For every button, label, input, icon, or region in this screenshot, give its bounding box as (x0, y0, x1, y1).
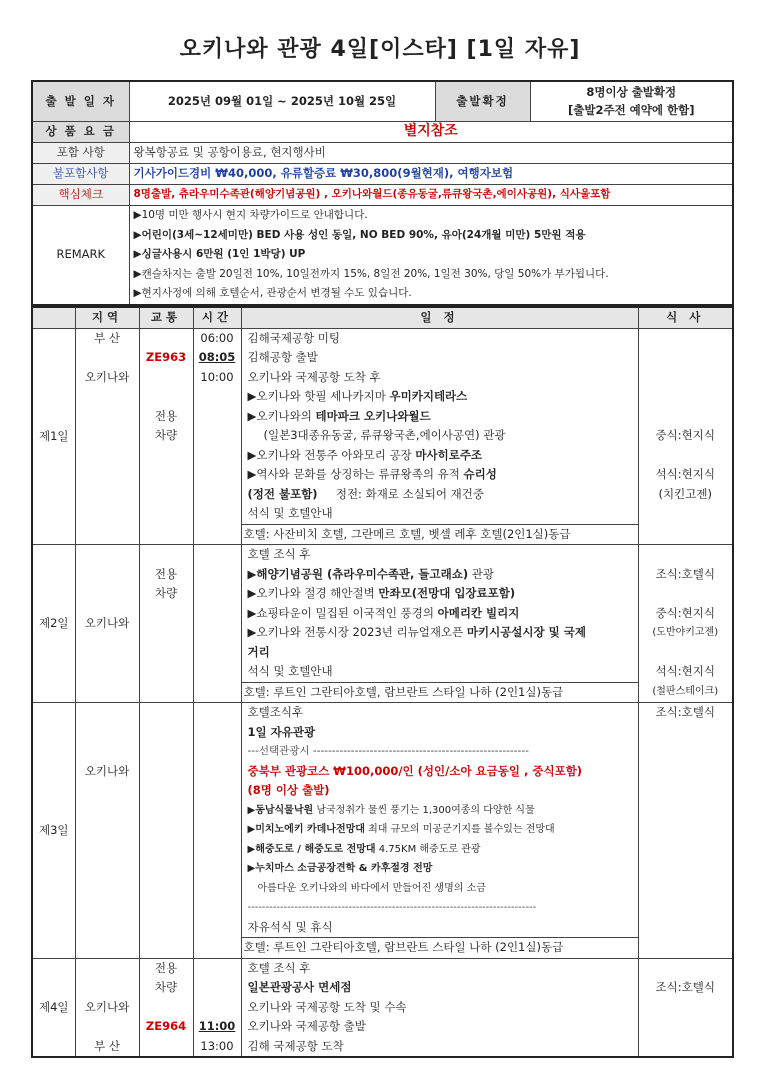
departure-label: 출 발 일 자 (32, 81, 129, 121)
day4-line: 오키나와 국제공항 출발 (247, 1019, 366, 1033)
exclude-row (32, 163, 733, 184)
day3-divider: -------------------------------------------------------------------------------- (247, 902, 537, 913)
day3-line: 아름다운 오키나와의 바다에서 만들어진 생명의 소금 (257, 882, 486, 894)
include-label: 포함 사항 (32, 142, 129, 163)
day1-line: (정전 불포함) 정전: 화재로 소실되어 재건중 (247, 486, 484, 501)
day1-line: 김해국제공항 미팅 (247, 330, 341, 345)
day2-itinerary (241, 545, 638, 703)
header-meal: 식 사 (638, 307, 733, 328)
day3-line: ▶해중도로 / 해중도로 전망대 4.75KM 해중도로 관광 (247, 843, 481, 855)
day2-line: ▶오키나와 절경 해안절벽 만좌모(전망대 입장료포함) (247, 586, 516, 600)
day4-flight: ZE964 (145, 1019, 187, 1033)
core-check-row (32, 184, 733, 205)
product-info-table (31, 80, 734, 306)
include-row (32, 142, 733, 163)
day1-line: 김해공항 출발 (247, 350, 318, 364)
day1-transport (139, 328, 193, 545)
day1-line: ▶오키나와 전통주 아와모리 공장 마사히로주조 (247, 447, 483, 462)
day4-region-busan: 부 산 (94, 1038, 120, 1053)
header-region: 지역 (75, 307, 139, 328)
confirm-label: 출발확정 (435, 81, 530, 121)
day3-meal-breakfast: 조식:호텔식 (655, 705, 715, 719)
day3-optional-divider: ---선택관광시 --------------------------------------------------------- (247, 745, 529, 757)
day4-region (75, 958, 139, 1057)
page-title: 오키나와 관광 4일[이스타] [1일 자유] (179, 37, 581, 62)
day1-line: 석식 및 호텔안내 (247, 506, 333, 520)
day2-meal-dinner: 석식:현지식 (655, 664, 715, 678)
day2-region: 오키나와 (75, 545, 139, 703)
day1-transport-1: 전용 (154, 408, 178, 423)
price-label: 상 품 요 금 (32, 121, 129, 142)
departure-value: 2025년 09월 01일 ~ 2025년 10월 25일 (129, 81, 435, 121)
day3-line: 1일 자유관광 (247, 724, 316, 739)
price-row (32, 121, 733, 142)
day1-line: ▶오키나와의 테마파크 오키나와월드 (247, 408, 431, 423)
day2-transport-2: 차량 (154, 586, 178, 600)
schedule-header-row (32, 307, 733, 328)
day4-line: 김해 국제공항 도착 (247, 1038, 344, 1053)
day3-line: ▶동남식물낙원 남국정취가 물씬 풍기는 1,300여종의 다양한 식물 (247, 804, 535, 816)
remark-label: REMARK (32, 205, 129, 305)
day4-transport-1: 전용 (154, 960, 178, 975)
day2-row (32, 545, 733, 703)
remark-row (32, 205, 733, 305)
day1-label: 제1일 (32, 328, 75, 545)
day3-itinerary (241, 703, 638, 959)
day1-transport-2: 차량 (154, 428, 178, 442)
day2-line: ▶해양기념공원 (츄라우미수족관, 돌고래쇼) 관광 (247, 566, 494, 581)
day3-row (32, 703, 733, 959)
day2-meal-lunch-menu: (도반야키고젠) (652, 627, 719, 638)
header-itinerary: 일 정 (241, 307, 638, 328)
core-check-value: 8명출발, 츄라우미수족관(해양기념공원) , 오키나와월드(종유동굴,류큐왕국촌,에이사공원), 식사울포함 (129, 184, 733, 205)
day1-row (32, 328, 733, 545)
day4-transport-2: 차량 (154, 980, 178, 994)
day4-line: 오키나와 국제공항 도착 및 수속 (247, 999, 407, 1014)
day4-time-2: 13:00 (200, 1038, 234, 1053)
day2-label: 제2일 (32, 545, 75, 703)
day3-line: ▶누치마스 소금공장견학 & 카후절경 전망 (247, 863, 433, 874)
day2-transport (139, 545, 193, 703)
day2-time (193, 545, 241, 703)
day1-region-busan: 부 산 (94, 330, 120, 345)
day1-time-1: 06:00 (200, 330, 234, 345)
day3-time (193, 703, 241, 959)
day2-line: ▶오키나와 전통시장 2023년 리뉴얼재오픈 마키시공설시장 및 국제 (247, 625, 586, 639)
header-time: 시간 (193, 307, 241, 328)
confirm-line1: 8명이상 출발확정 (586, 85, 677, 100)
day2-line: 석식 및 호텔안내 (247, 664, 333, 678)
day1-time (193, 328, 241, 545)
day2-meal (638, 545, 733, 703)
header-transport: 교통 (139, 307, 193, 328)
day2-line: 호텔 조식 후 (247, 547, 311, 561)
day3-line: 자유석식 및 휴식 (247, 919, 333, 934)
day1-meal-lunch: 중식:현지식 (655, 428, 715, 442)
day4-itinerary (241, 958, 638, 1057)
remark-item: ▶싱글사용시 6만원 (1인 1박당) UP (133, 248, 306, 260)
day3-line: (8명 이상 출발) (247, 783, 330, 797)
confirm-value (530, 81, 733, 121)
day2-meal-breakfast: 조식:호텔식 (655, 566, 715, 581)
remark-item: ▶어린이(3세~12세미만) BED 사용 성인 동일, NO BED 90%, 유아(24개월 미만) 5만원 적용 (133, 228, 586, 241)
schedule-table (31, 306, 734, 1058)
include-value: 왕복항공료 및 공항이용료, 현지행사비 (129, 142, 733, 163)
day2-meal-lunch: 중식:현지식 (655, 605, 715, 620)
exclude-value: 기사가이드경비 ₩40,000, 유류할증료 ₩30,800(9월현재), 여행자보험 (129, 163, 733, 184)
day3-label: 제3일 (32, 703, 75, 959)
day4-line: 일본관광공사 면세점 (247, 980, 352, 994)
day4-region-okinawa: 오키나와 (84, 999, 130, 1014)
day4-time-1: 11:00 (198, 1019, 236, 1033)
day1-time-3: 10:00 (200, 369, 234, 384)
day4-time (193, 958, 241, 1057)
day3-line: 호텔조식후 (247, 705, 304, 719)
day4-meal-breakfast: 조식:호텔식 (655, 980, 715, 994)
price-value: 별지참조 (129, 121, 733, 142)
day1-meal-dinner-menu: (치킨고젠) (658, 486, 712, 501)
day3-line: ▶미치노에키 카데나전망대 최대 규모의 미공군기지를 볼수있는 전망대 (247, 824, 555, 835)
day3-transport (139, 703, 193, 959)
day4-row (32, 958, 733, 1057)
day1-region-okinawa: 오키나와 (84, 369, 130, 384)
day1-line: 오키나와 국제공항 도착 후 (247, 369, 381, 384)
day1-time-2: 08:05 (198, 350, 236, 364)
day4-meal (638, 958, 733, 1057)
day1-itinerary (241, 328, 638, 545)
day2-transport-1: 전용 (154, 566, 178, 581)
day1-flight: ZE963 (145, 350, 187, 364)
day2-line: ▶쇼핑타운이 밀집된 이국적인 풍경의 아메리칸 빌리지 (247, 605, 520, 620)
day3-optional-course: 중북부 관광코스 ₩100,000/인 (성인/소아 요금동일 , 중식포함) (247, 763, 583, 778)
day4-line: 호텔 조식 후 (247, 960, 311, 975)
day1-hotel: 호텔: 사잔비치 호텔, 그란메르 호텔, 벳셀 레후 호텔(2인1실)동급 (242, 524, 638, 545)
remark-item: ▶캔슬차지는 출발 20일전 10%, 10일전까지 15%, 8일전 20%, 1일전 30%, 당일 50%가 부가됩니다. (133, 267, 609, 280)
day1-line: (일본3대종유동굴, 류큐왕국촌,에이사공연) 관광 (263, 428, 506, 442)
day1-meal (638, 328, 733, 545)
day4-transport (139, 958, 193, 1057)
day1-region (75, 328, 139, 545)
day3-region-okinawa: 오키나와 (84, 763, 130, 778)
departure-row (32, 81, 733, 121)
day4-label: 제4일 (32, 958, 75, 1057)
exclude-label: 불포함사항 (32, 163, 129, 184)
day3-region (75, 703, 139, 959)
confirm-line2: [출발2주전 예약에 한함] (567, 103, 695, 118)
day2-line: 거리 (247, 644, 270, 659)
header-day (32, 307, 75, 328)
core-check-label: 핵심체크 (32, 184, 129, 205)
day1-meal-dinner: 석식:현지식 (655, 467, 715, 481)
day1-line: ▶오키나와 핫필 세나카지마 우미카지테라스 (247, 389, 468, 403)
day1-line: ▶역사와 문화를 상징하는 류큐왕족의 유적 슈리성 (247, 467, 497, 481)
remark-item: ▶10명 미만 행사시 현지 차량가이드로 안내합니다. (133, 209, 368, 221)
day2-hotel: 호텔: 루트인 그란티아호텔, 람브란트 스타일 나하 (2인1실)동급 (242, 682, 638, 703)
remark-item: ▶현지사정에 의해 호텔순서, 관광순서 변경될 수도 있습니다. (133, 287, 412, 299)
day3-meal (638, 703, 733, 959)
day3-hotel: 호텔: 루트인 그란티아호텔, 람브란트 스타일 나하 (2인1실)동급 (242, 937, 638, 958)
remark-list (129, 205, 733, 305)
day2-meal-dinner-menu: (철판스테이크) (652, 685, 719, 697)
